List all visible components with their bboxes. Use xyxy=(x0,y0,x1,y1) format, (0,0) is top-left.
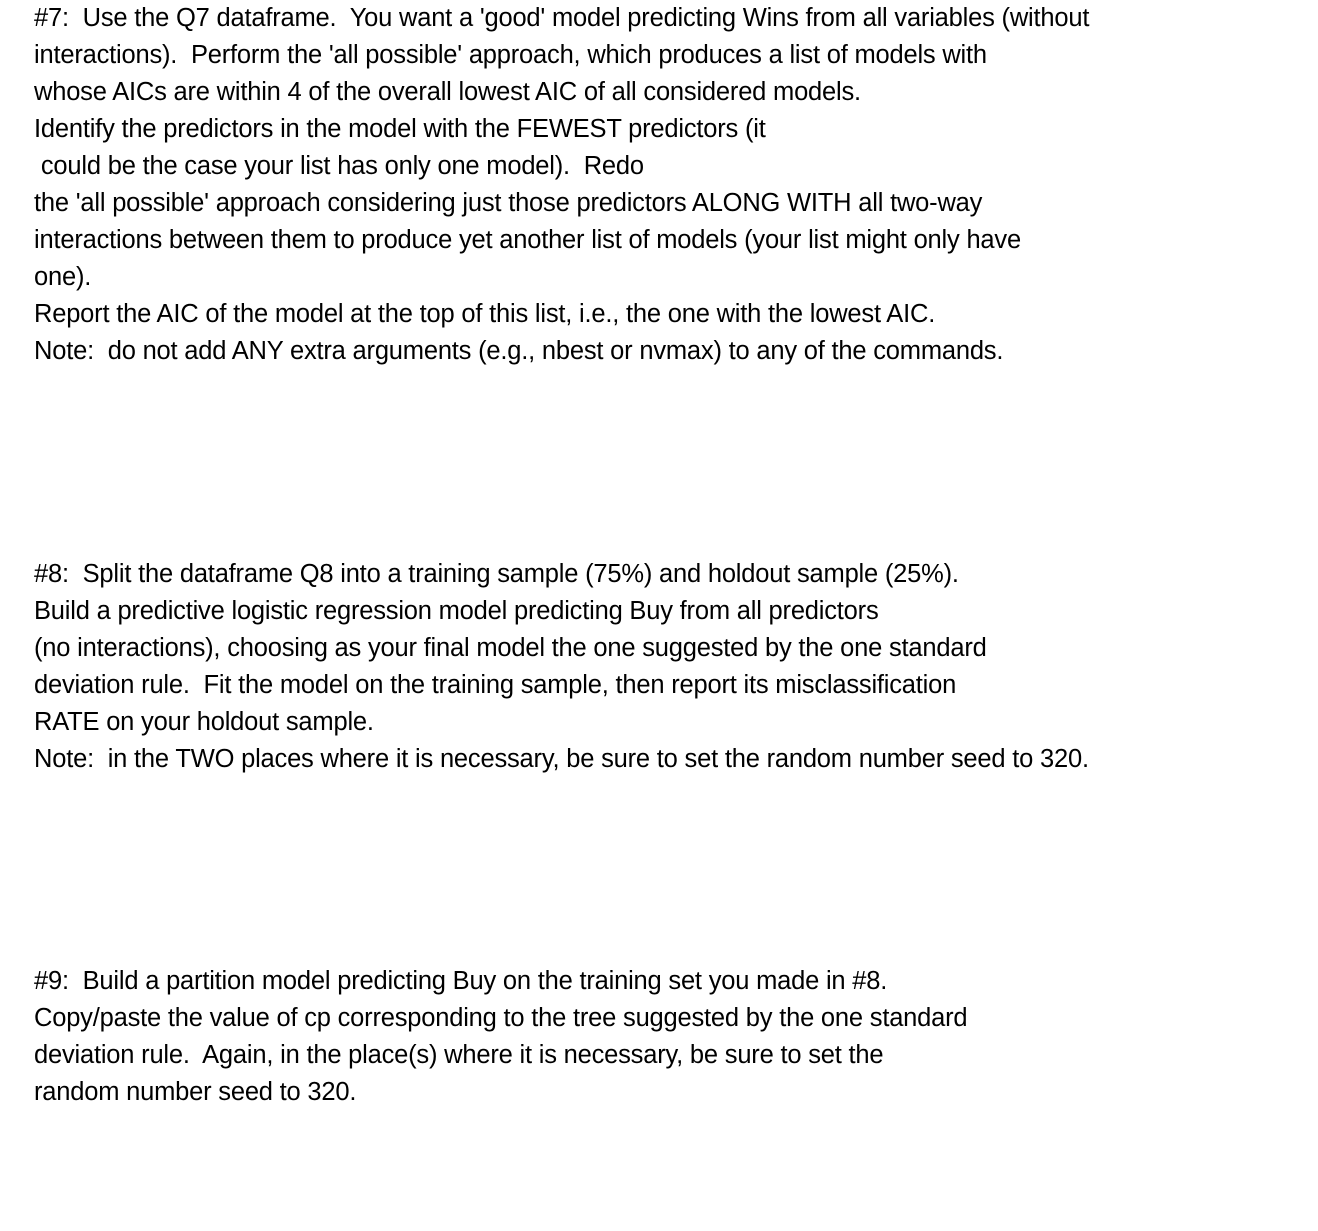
question-9-line: deviation rule. Again, in the place(s) where it is necessary, be sure to set the xyxy=(34,1041,884,1069)
question-9-line: Copy/paste the value of cp corresponding to the tree suggested by the one standard xyxy=(34,1004,968,1032)
question-8-line: Build a predictive logistic regression model predicting Buy from all predictors xyxy=(34,597,879,625)
question-7-line: the 'all possible' approach considering just those predictors ALONG WITH all two-way xyxy=(34,189,983,217)
question-7-line: whose AICs are within 4 of the overall lowest AIC of all considered models. xyxy=(34,78,861,106)
question-7-line: Report the AIC of the model at the top of this list, i.e., the one with the lowest AIC. xyxy=(34,300,936,328)
question-8-line: (no interactions), choosing as your final model the one suggested by the one standard xyxy=(34,634,987,662)
question-8-line: #8: Split the dataframe Q8 into a training sample (75%) and holdout sample (25%). xyxy=(34,560,959,588)
question-7-line: could be the case your list has only one model). Redo xyxy=(34,152,644,180)
question-8-line: deviation rule. Fit the model on the training sample, then report its misclassification xyxy=(34,671,957,699)
question-7-line: Note: do not add ANY extra arguments (e.g., nbest or nvmax) to any of the commands. xyxy=(34,337,1004,365)
question-8-line: Note: in the TWO places where it is necessary, be sure to set the random number seed to 320. xyxy=(34,745,1089,773)
question-8 xyxy=(34,556,1304,778)
question-7-line: one). xyxy=(34,263,92,291)
question-9-line: #9: Build a partition model predicting Buy on the training set you made in #8. xyxy=(34,967,888,995)
question-7-line: interactions between them to produce yet another list of models (your list might only have xyxy=(34,226,1021,254)
question-7-line: interactions). Perform the 'all possible' approach, which produces a list of models with xyxy=(34,41,987,69)
question-7 xyxy=(34,0,1304,370)
question-7-line: #7: Use the Q7 dataframe. You want a 'good' model predicting Wins from all variables (without xyxy=(34,4,1090,32)
question-9-line: random number seed to 320. xyxy=(34,1078,357,1106)
question-9 xyxy=(34,963,1304,1111)
question-8-line: RATE on your holdout sample. xyxy=(34,708,374,736)
question-7-line: Identify the predictors in the model with the FEWEST predictors (it xyxy=(34,115,766,143)
